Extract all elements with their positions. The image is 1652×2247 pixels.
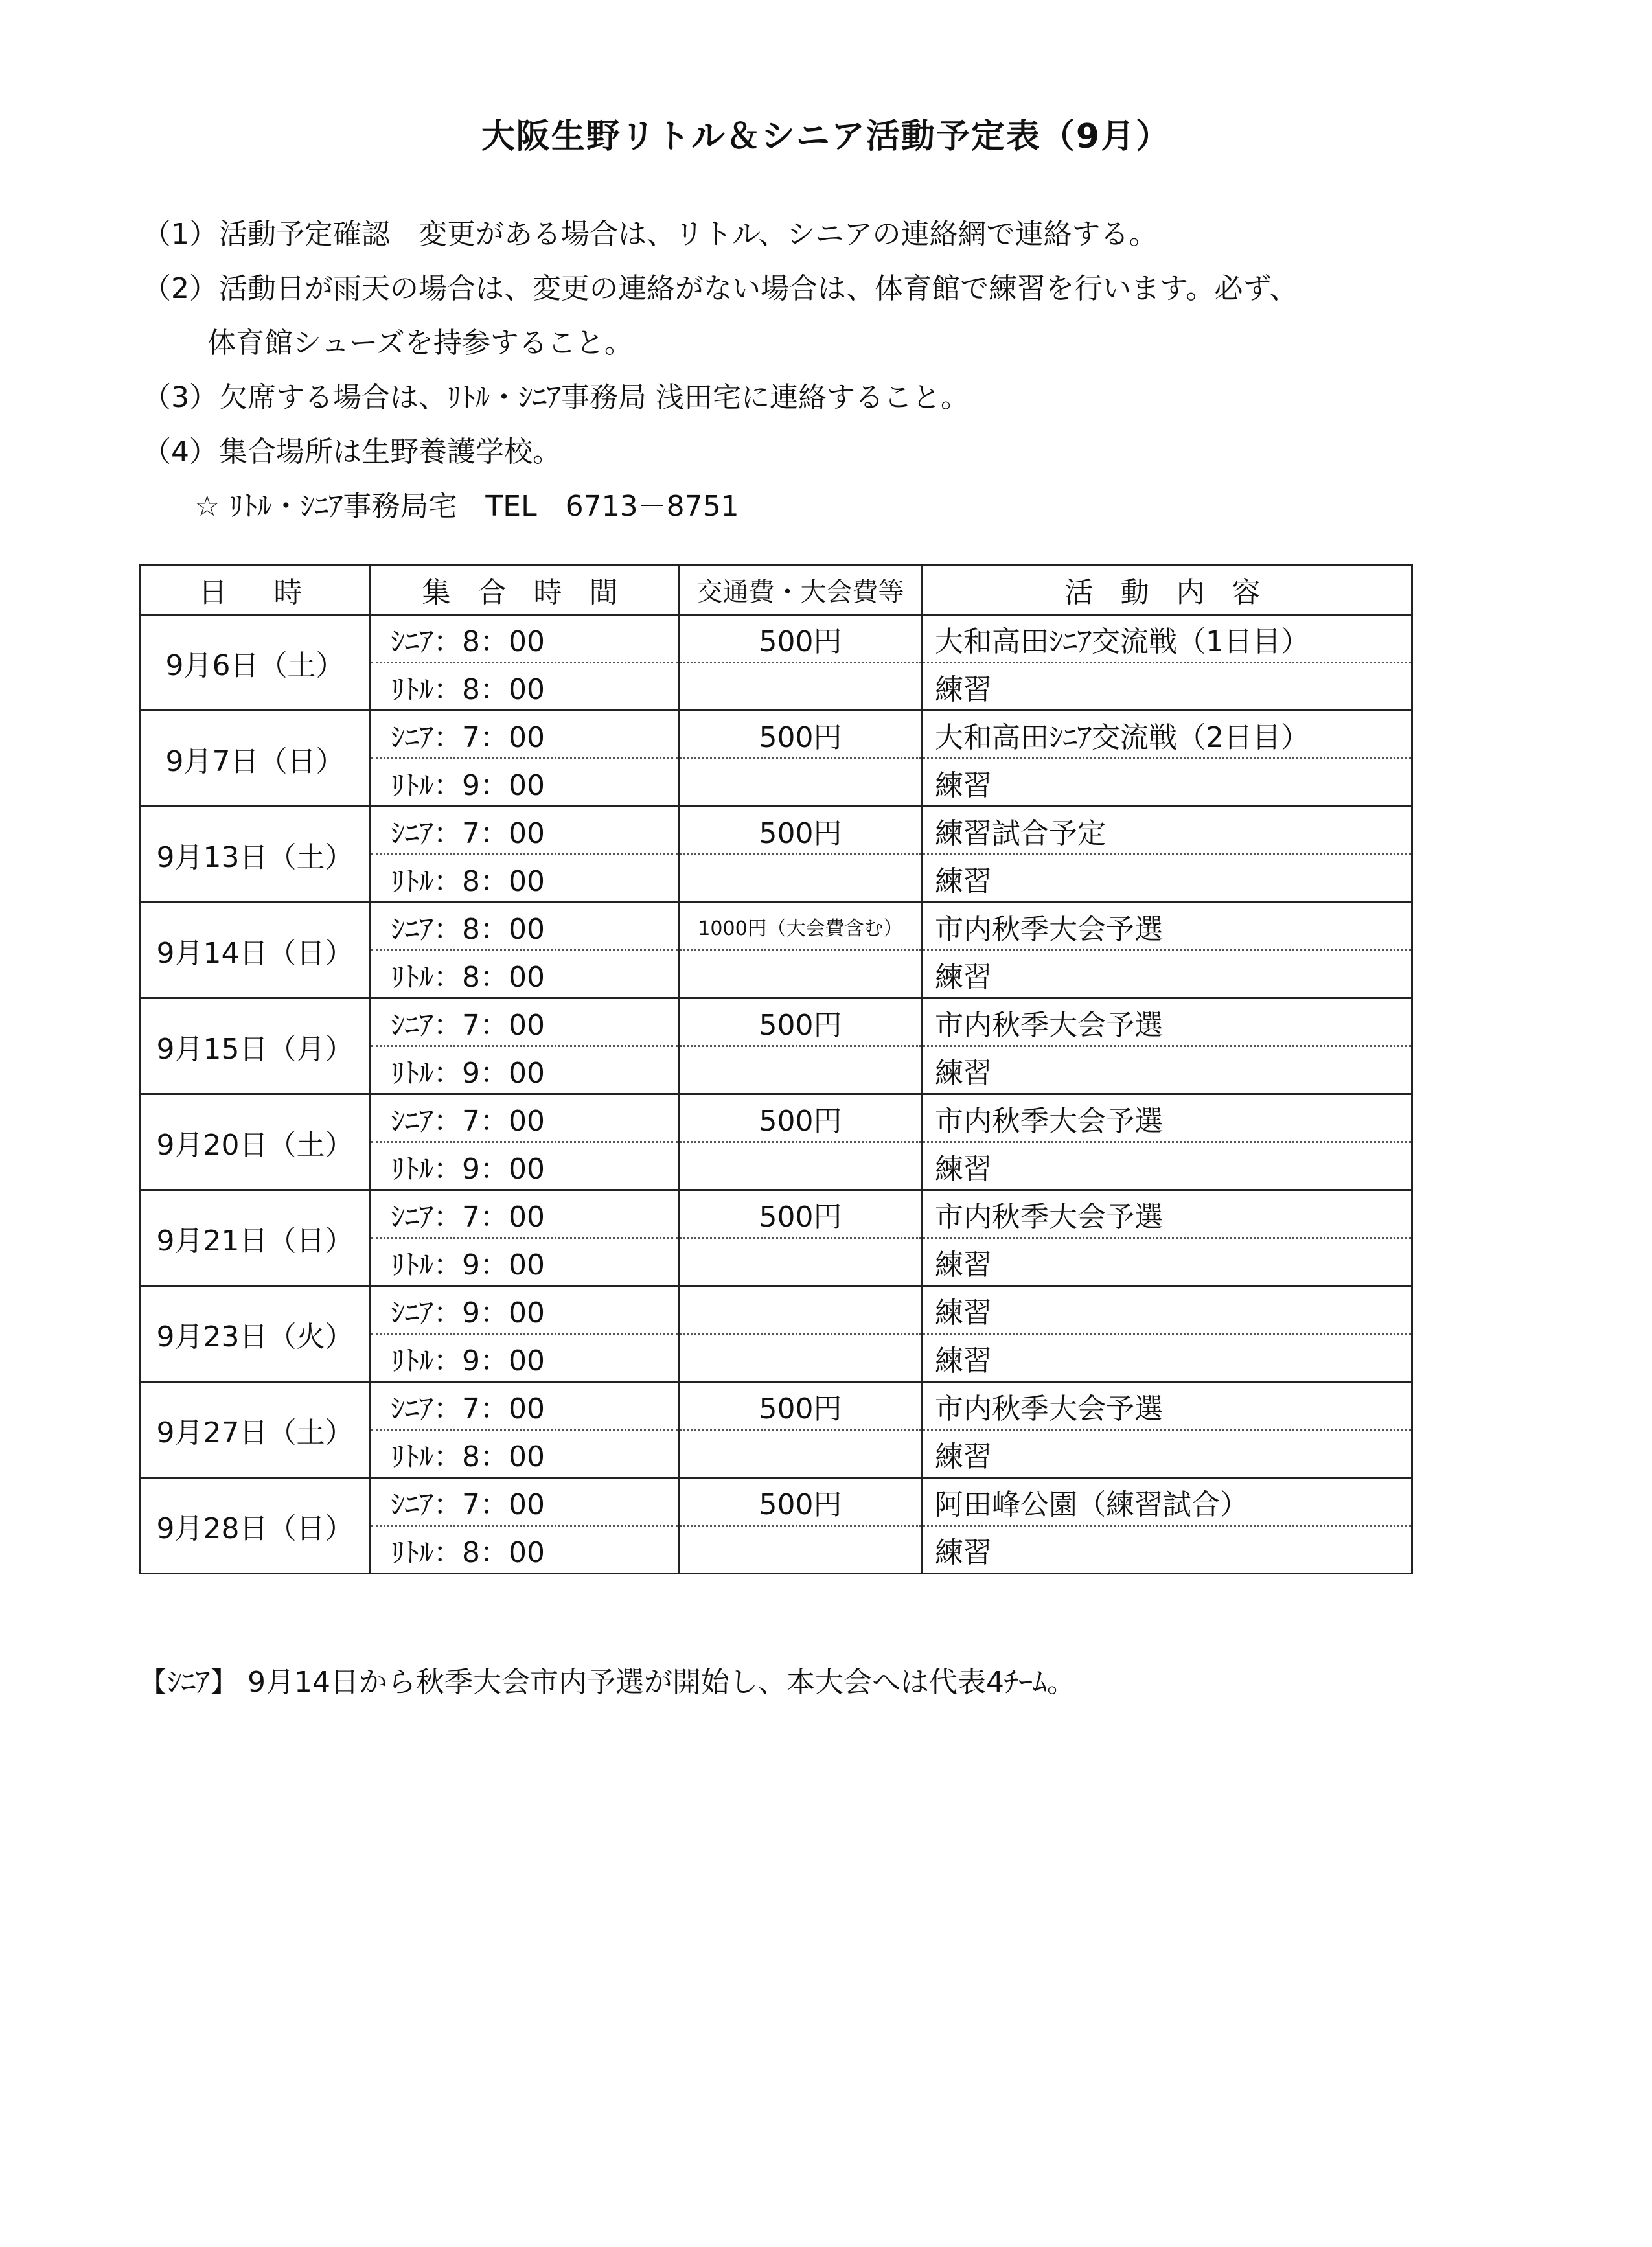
date-cell: 9月6日（土）: [140, 615, 371, 711]
activity-cell: 市内秋季大会予選: [923, 1190, 1412, 1238]
activity-cell: 練習: [923, 663, 1412, 711]
note-text: 活動予定確認 変更がある場合は、リトル、シニアの連絡網で連絡する。: [219, 218, 1158, 251]
fee-cell: [679, 951, 923, 998]
page-title: 大阪生野リトル＆シニア活動予定表（9月）: [481, 117, 1171, 156]
time-cell: ﾘﾄﾙ：8：00: [371, 663, 679, 711]
table-row: [140, 903, 1412, 951]
time-cell: ｼﾆｱ：7：00: [371, 1094, 679, 1142]
fee-cell: [679, 1526, 923, 1574]
fee-cell: 500円: [679, 1094, 923, 1142]
activity-cell: 大和高田ｼﾆｱ交流戦（2日目）: [923, 711, 1412, 759]
time-cell: ｼﾆｱ：7：00: [371, 1190, 679, 1238]
note-number: （4）: [143, 435, 218, 468]
contact-line: [143, 479, 1568, 534]
header-date: 日 時: [140, 565, 371, 615]
contact-text: ☆ ﾘﾄﾙ・ｼﾆｱ事務局宅 TEL 6713－8751: [194, 490, 739, 523]
activity-cell: 練習: [923, 951, 1412, 998]
note-text: 活動日が雨天の場合は、変更の連絡がない場合は、体育館で練習を行います。必ず、: [219, 272, 1298, 305]
activity-cell: 練習: [923, 1142, 1412, 1190]
time-cell: ｼﾆｱ：8：00: [371, 615, 679, 663]
activity-cell: 練習: [923, 759, 1412, 807]
fee-cell: [679, 1286, 923, 1334]
fee-cell: [679, 1430, 923, 1478]
fee-cell: [679, 1142, 923, 1190]
time-cell: ｼﾆｱ：7：00: [371, 807, 679, 855]
fee-cell: 500円: [679, 807, 923, 855]
fee-cell: [679, 663, 923, 711]
activity-cell: 練習試合予定: [923, 807, 1412, 855]
activity-cell: 大和高田ｼﾆｱ交流戦（1日目）: [923, 615, 1412, 663]
table-header-row: [140, 565, 1412, 615]
date-cell: 9月7日（日）: [140, 711, 371, 807]
date-cell: 9月14日（日）: [140, 903, 371, 998]
activity-cell: 市内秋季大会予選: [923, 1094, 1412, 1142]
time-cell: ﾘﾄﾙ：9：00: [371, 1046, 679, 1094]
time-cell: ｼﾆｱ：7：00: [371, 711, 679, 759]
fee-cell: 500円: [679, 998, 923, 1046]
time-cell: ｼﾆｱ：8：00: [371, 903, 679, 951]
activity-cell: 市内秋季大会予選: [923, 1382, 1412, 1430]
note-text: 体育館シューズを持参すること。: [207, 327, 633, 360]
table-row: [140, 1286, 1412, 1334]
header-fee: 交通費・大会費等: [679, 565, 923, 615]
activity-cell: 市内秋季大会予選: [923, 903, 1412, 951]
notes-list: [143, 207, 1568, 534]
header-time: 集 合 時 間: [371, 565, 679, 615]
date-cell: 9月15日（月）: [140, 998, 371, 1094]
date-cell: 9月21日（日）: [140, 1190, 371, 1286]
fee-cell: 1000円（大会費含む）: [679, 903, 923, 951]
fee-cell: [679, 1046, 923, 1094]
time-cell: ﾘﾄﾙ：8：00: [371, 1526, 679, 1574]
time-cell: ｼﾆｱ：9：00: [371, 1286, 679, 1334]
activity-cell: 練習: [923, 1238, 1412, 1286]
table-row: [140, 711, 1412, 759]
table-row: [140, 1094, 1412, 1142]
table-row: [140, 998, 1412, 1046]
time-cell: ﾘﾄﾙ：9：00: [371, 759, 679, 807]
schedule-body: [140, 615, 1412, 1574]
note-text: 欠席する場合は、ﾘﾄﾙ・ｼﾆｱ事務局 浅田宅に連絡すること。: [219, 381, 969, 414]
note-item: [143, 207, 1568, 262]
fee-cell: [679, 759, 923, 807]
table-row: [140, 615, 1412, 663]
activity-cell: 練習: [923, 1286, 1412, 1334]
note-number: （3）: [143, 381, 218, 414]
fee-cell: 500円: [679, 1382, 923, 1430]
time-cell: ｼﾆｱ：7：00: [371, 1478, 679, 1526]
time-cell: ﾘﾄﾙ：9：00: [371, 1142, 679, 1190]
activity-cell: 練習: [923, 1430, 1412, 1478]
footer-note: 【ｼﾆｱ】 9月14日から秋季大会市内予選が開始し、本大会へは代表4ﾁｰﾑ。: [139, 1666, 1075, 1699]
fee-cell: 500円: [679, 711, 923, 759]
table-row: [140, 1478, 1412, 1526]
table-row: [140, 807, 1412, 855]
activity-cell: 阿田峰公園（練習試合）: [923, 1478, 1412, 1526]
time-cell: ﾘﾄﾙ：8：00: [371, 951, 679, 998]
activity-cell: 練習: [923, 1046, 1412, 1094]
time-cell: ﾘﾄﾙ：8：00: [371, 1430, 679, 1478]
note-item: [143, 425, 1568, 479]
fee-cell: [679, 1238, 923, 1286]
date-cell: 9月13日（土）: [140, 807, 371, 903]
time-cell: ﾘﾄﾙ：9：00: [371, 1334, 679, 1382]
fee-cell: 500円: [679, 615, 923, 663]
note-item: [143, 371, 1568, 425]
time-cell: ﾘﾄﾙ：8：00: [371, 855, 679, 903]
activity-cell: 市内秋季大会予選: [923, 998, 1412, 1046]
date-cell: 9月27日（土）: [140, 1382, 371, 1478]
note-text: 集合場所は生野養護学校。: [219, 435, 561, 468]
fee-cell: 500円: [679, 1190, 923, 1238]
schedule-table: [139, 564, 1413, 1574]
fee-cell: [679, 855, 923, 903]
time-cell: ｼﾆｱ：7：00: [371, 998, 679, 1046]
fee-cell: [679, 1334, 923, 1382]
note-number: （1）: [143, 218, 218, 251]
activity-cell: 練習: [923, 1526, 1412, 1574]
table-row: [140, 1190, 1412, 1238]
note-item: [143, 262, 1568, 316]
activity-cell: 練習: [923, 1334, 1412, 1382]
time-cell: ｼﾆｱ：7：00: [371, 1382, 679, 1430]
date-cell: 9月20日（土）: [140, 1094, 371, 1190]
note-item-continued: [143, 316, 1568, 371]
date-cell: 9月28日（日）: [140, 1478, 371, 1574]
activity-cell: 練習: [923, 855, 1412, 903]
header-activity: 活 動 内 容: [923, 565, 1412, 615]
time-cell: ﾘﾄﾙ：9：00: [371, 1238, 679, 1286]
note-number: （2）: [143, 272, 218, 305]
fee-cell: 500円: [679, 1478, 923, 1526]
date-cell: 9月23日（火）: [140, 1286, 371, 1382]
table-row: [140, 1382, 1412, 1430]
